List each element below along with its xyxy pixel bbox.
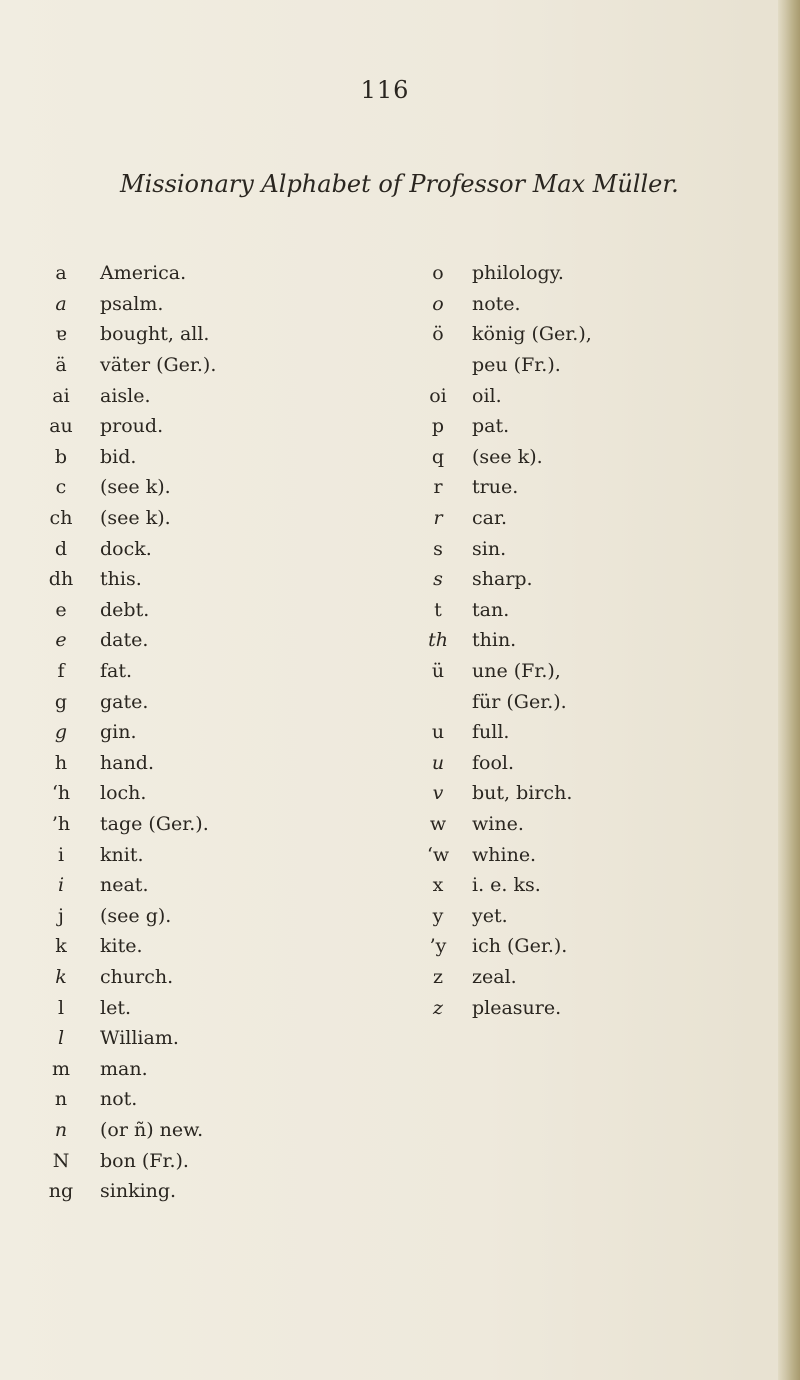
example-word: yet. [472,904,508,927]
example-word: knit. [100,843,144,866]
example-word: zeal. [472,965,517,988]
letter-symbol: o [432,292,444,315]
letter-symbol: ɐ [55,323,67,346]
example-word: ich (Ger.). [472,935,568,958]
alphabet-entry [30,258,216,289]
letter-symbol: b [54,445,68,468]
alphabet-entry [30,717,216,748]
alphabet-entry [412,656,592,687]
letter-symbol: ‘w [426,843,450,866]
example-word: let. [100,996,131,1019]
letter-symbol: x [432,874,444,897]
alphabet-entry [412,503,592,534]
letter-symbol: j [58,904,64,927]
letter-symbol: o [432,262,444,285]
alphabet-entry [412,931,592,962]
alphabet-entry [412,564,592,595]
alphabet-entry [30,503,216,534]
example-word: tage (Ger.). [100,812,209,835]
example-word: gate. [100,690,149,713]
alphabet-entry [30,931,216,962]
page-number: 116 [360,76,410,104]
example-word: church. [100,965,174,988]
example-word: sinking. [100,1180,177,1203]
example-word: proud. [100,415,164,438]
letter-symbol: ai [52,384,70,407]
alphabet-entry [412,778,592,809]
example-word: pat. [472,415,510,438]
example-word: (see k). [472,445,543,468]
alphabet-entry [412,717,592,748]
alphabet-entry [30,778,216,809]
letter-symbol: c [55,476,67,499]
example-word: aisle. [100,384,151,407]
alphabet-entry [412,289,592,320]
example-word: bon (Fr.). [100,1149,189,1172]
example-word: könig (Ger.), [472,323,592,346]
example-word: (see k). [100,507,171,530]
letter-symbol: k [55,935,67,958]
example-word: but, birch. [472,782,573,805]
alphabet-entry [30,1023,216,1054]
alphabet-entry [412,900,592,931]
letter-symbol: v [432,782,444,805]
letter-symbol: q [431,445,445,468]
alphabet-entry [412,992,592,1023]
letter-symbol: f [57,660,65,683]
letter-symbol: l [57,1027,65,1050]
letter-symbol: d [54,537,68,560]
letter-symbol: a [55,262,67,285]
example-word: William. [100,1027,179,1050]
letter-symbol: t [434,598,442,621]
letter-symbol: N [52,1149,70,1172]
alphabet-entry [412,686,592,717]
example-word: une (Fr.), [472,660,561,683]
letter-symbol: th [428,629,448,652]
example-word: whine. [472,843,537,866]
letter-symbol: i [57,874,65,897]
letter-symbol: ä [55,354,67,377]
left-alphabet-column [30,258,216,1206]
alphabet-entry [30,686,216,717]
alphabet-entry [30,1084,216,1115]
example-word: hand. [100,751,155,774]
example-word: sin. [472,537,507,560]
alphabet-entry [412,533,592,564]
letter-symbol: z [432,996,443,1019]
alphabet-entry [30,900,216,931]
alphabet-entry [30,1053,216,1084]
letter-symbol: ng [48,1180,74,1203]
example-word: bid. [100,445,137,468]
letter-symbol: i [57,843,65,866]
example-word: sharp. [472,568,533,591]
example-word: oil. [472,384,502,407]
alphabet-entry [412,839,592,870]
letter-symbol: u [431,751,445,774]
letter-symbol: s [433,537,443,560]
example-word: neat. [100,874,149,897]
example-word: väter (Ger.). [100,354,217,377]
letter-symbol: e [55,629,67,652]
letter-symbol: dh [48,568,74,591]
example-word: kite. [100,935,143,958]
alphabet-entry [30,1176,216,1207]
alphabet-entry [30,870,216,901]
alphabet-entry [412,962,592,993]
alphabet-entry [30,350,216,381]
letter-symbol: n [54,1118,68,1141]
letter-symbol: au [49,415,73,438]
example-word: America. [100,262,187,285]
alphabet-entry [30,411,216,442]
alphabet-entry [412,350,592,381]
example-word: note. [472,292,521,315]
letter-symbol: ö [432,323,444,346]
alphabet-entry [30,564,216,595]
example-word: not. [100,1088,138,1111]
alphabet-entry [30,962,216,993]
example-word: (see k). [100,476,171,499]
alphabet-entry [412,319,592,350]
letter-symbol: m [51,1057,71,1080]
example-word: gin. [100,721,137,744]
letter-symbol: e [55,598,67,621]
example-word: tan. [472,598,510,621]
letter-symbol: ’h [51,812,71,835]
alphabet-entry [412,748,592,779]
alphabet-entry [412,595,592,626]
example-word: loch. [100,782,147,805]
letter-symbol: r [433,476,443,499]
alphabet-entry [30,1115,216,1146]
alphabet-entry [412,870,592,901]
letter-symbol: z [432,965,443,988]
letter-symbol: l [57,996,65,1019]
example-word: für (Ger.). [472,690,567,713]
alphabet-entry [30,595,216,626]
alphabet-entry [412,411,592,442]
alphabet-entry [30,748,216,779]
example-word: date. [100,629,149,652]
example-word: wine. [472,812,524,835]
alphabet-entry [412,258,592,289]
letter-symbol: oi [429,384,447,407]
example-word: (or ñ) new. [100,1118,204,1141]
alphabet-entry [30,839,216,870]
right-alphabet-column [412,258,592,1023]
example-word: this. [100,568,142,591]
letter-symbol: w [429,812,447,835]
alphabet-entry [30,533,216,564]
example-word: psalm. [100,292,164,315]
letter-symbol: p [431,415,445,438]
alphabet-entry [412,625,592,656]
example-word: (see g). [100,904,172,927]
example-word: true. [472,476,519,499]
example-word: i. e. ks. [472,874,541,897]
letter-symbol: ’y [429,935,447,958]
alphabet-entry [412,380,592,411]
letter-symbol: y [432,904,444,927]
alphabet-entry [412,472,592,503]
letter-symbol: g [54,690,68,713]
alphabet-entry [30,809,216,840]
alphabet-entry [30,380,216,411]
alphabet-entry [412,809,592,840]
example-word: man. [100,1057,148,1080]
example-word: bought, all. [100,323,210,346]
example-word: thin. [472,629,517,652]
example-word: debt. [100,598,150,621]
example-word: philology. [472,262,564,285]
alphabet-entry [30,289,216,320]
alphabet-entry [30,625,216,656]
letter-symbol: g [54,721,68,744]
letter-symbol: s [433,568,443,591]
alphabet-entry [412,442,592,473]
letter-symbol: ü [431,660,445,683]
example-word: full. [472,721,510,744]
letter-symbol: a [55,292,67,315]
page-title: Missionary Alphabet of Professor Max Müller. [120,170,679,198]
alphabet-entry [30,992,216,1023]
alphabet-entry [30,472,216,503]
letter-symbol: n [54,1088,68,1111]
example-word: fool. [472,751,515,774]
example-word: fat. [100,660,133,683]
alphabet-entry [30,1145,216,1176]
letter-symbol: ‘h [51,782,71,805]
letter-symbol: u [431,721,445,744]
example-word: dock. [100,537,152,560]
alphabet-entry [30,442,216,473]
example-word: car. [472,507,508,530]
letter-symbol: ch [49,507,73,530]
letter-symbol: r [433,507,443,530]
book-page-edge [778,0,800,1380]
example-word: peu (Fr.). [472,354,561,377]
example-word: pleasure. [472,996,562,1019]
letter-symbol: k [55,965,67,988]
letter-symbol: h [54,751,68,774]
alphabet-entry [30,656,216,687]
alphabet-entry [30,319,216,350]
